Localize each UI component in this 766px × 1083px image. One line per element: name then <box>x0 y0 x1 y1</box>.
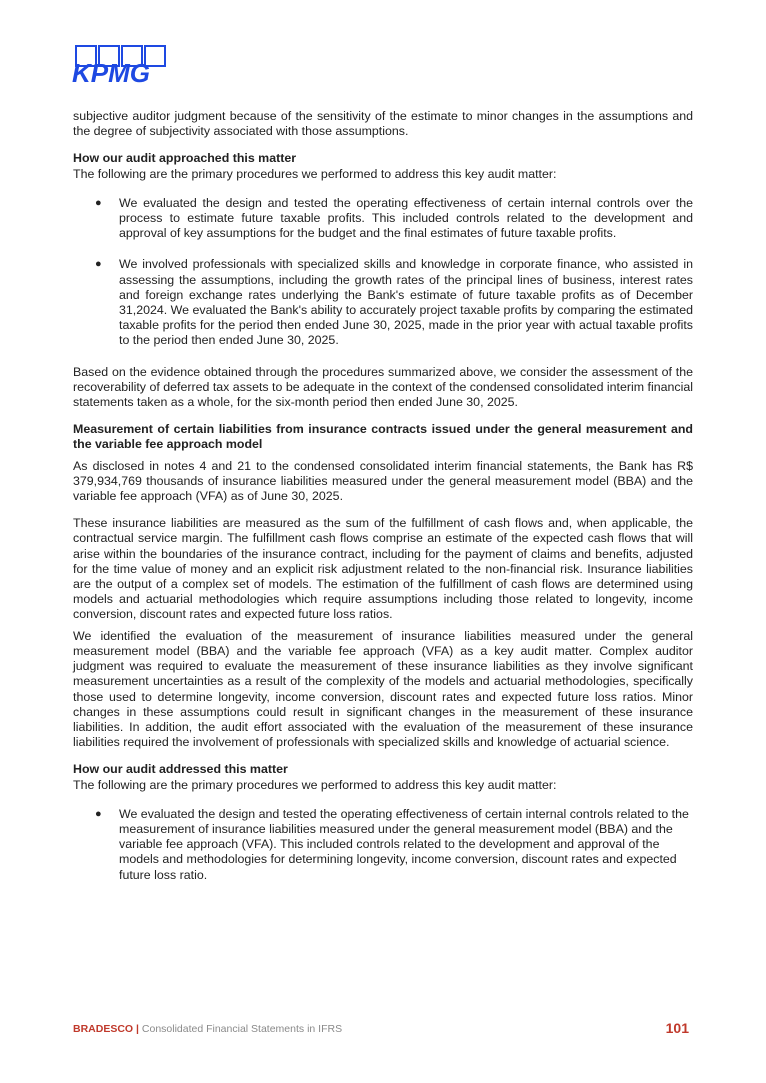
bullet-icon: ● <box>95 807 102 820</box>
list-item <box>73 807 693 883</box>
footer-caption: Consolidated Financial Statements in IFRS <box>141 1023 343 1035</box>
list-item-text: We evaluated the design and tested the operating effectiveness of certain internal controls related to the measurement of insurance liabilities measured under the general measurement model (BBA) and the variable fee approach (VFA). This included controls related to the development and approval of the models and methodologies for determining longevity, income conversion, discount rates and expected future loss ratio. <box>119 806 689 882</box>
conclusion-paragraph: Based on the evidence obtained through the procedures summarized above, we consider the assessment of the recoverability of deferred tax assets to be adequate in the context of the condensed consolidated interim financial statements taken as a whole, for the six-month period then ended June 30, 2025. <box>73 364 693 410</box>
section-heading: How our audit addressed this matter <box>73 762 288 777</box>
page-footer <box>73 1020 693 1041</box>
lead-paragraph: The following are the primary procedures we performed to address this key audit matter: <box>73 777 557 792</box>
page-number: 101 <box>665 1020 689 1036</box>
footer-brand: BRADESCO <box>73 1023 134 1035</box>
matter-title: Measurement of certain liabilities from insurance contracts issued under the general measurement and the variable fee approach model <box>73 422 693 452</box>
lead-paragraph: The following are the primary procedures we performed to address this key audit matter: <box>73 166 557 181</box>
kpmg-logo <box>72 44 172 86</box>
list-item <box>73 196 693 242</box>
bullet-icon: ● <box>95 258 102 271</box>
bullet-icon: ● <box>95 196 102 209</box>
logo-wordmark: KPMG <box>72 58 150 86</box>
list-item-text: We evaluated the design and tested the operating effectiveness of certain internal controls over the process to estimate future taxable profits. This included controls related to the development and approval of key assumptions for the budget and the final estimates of future taxable profits. <box>119 195 693 241</box>
section-heading: How our audit approached this matter <box>73 151 297 166</box>
footer-separator: | <box>136 1023 139 1035</box>
procedure-list <box>73 807 693 883</box>
list-item <box>73 257 693 348</box>
procedure-list <box>73 196 693 349</box>
body-paragraph: As disclosed in notes 4 and 21 to the condensed consolidated interim financial statements, the Bank has R$ 379,934,769 thousands of insurance liabilities measured under the general measurement model (BBA) and the variable fee approach (VFA) as of June 30, 2025. <box>73 458 693 504</box>
body-paragraph: We identified the evaluation of the measurement of insurance liabilities measured under the general measurement model (BBA) and the variable fee approach (VFA) as a key audit matter. Complex auditor judgment was required to evaluate the measurement of these insurance liabilities as they involve significant measurement uncertainties as a result of the complexity of the models and actuarial methodologies, specifically those used to determine longevity, income conversion, discount rates and expected future loss ratios. Minor changes in these assumptions could result in significant changes in the measurement of these insurance liabilities. In addition, the audit effort associated with the evaluation of the measurement of these insurance liabilities required the involvement of professionals with specialized skills and knowledge of actuarial science. <box>73 628 693 750</box>
document-body <box>73 109 693 899</box>
body-paragraph: These insurance liabilities are measured as the sum of the fulfillment of cash flows and, when applicable, the contractual service margin. The fulfillment cash flows comprise an estimate of the expected cash flows that will arise within the boundaries of the insurance contract, including for the payment of claims and benefits, adjusted for the time value of money and an explicit risk adjustment related to the non-financial risk. Insurance liabilities are the output of a complex set of models. The estimation of the fulfillment of cash flows are determined using models and actuarial methodologies which require assumptions including those related to longevity, income conversion, discount rates and expected future loss ratios. <box>73 516 693 622</box>
list-item-text: We involved professionals with specialized skills and knowledge in corporate finance, who assisted in assessing the assumptions, including the growth rates of the principal lines of business, interest rates and foreign exchange rates underlying the Bank's estimate of future taxable profits as of December 31,2024. We evaluated the Bank's ability to accurately project taxable profits by comparing the estimated taxable profits for the period then ended June 30, 2025, made in the prior year with actual taxable profits to the period then ended June 30, 2025. <box>119 257 693 348</box>
intro-paragraph: subjective auditor judgment because of the sensitivity of the estimate to minor changes in the assumptions and the degree of subjectivity associated with those assumptions. <box>73 109 693 139</box>
